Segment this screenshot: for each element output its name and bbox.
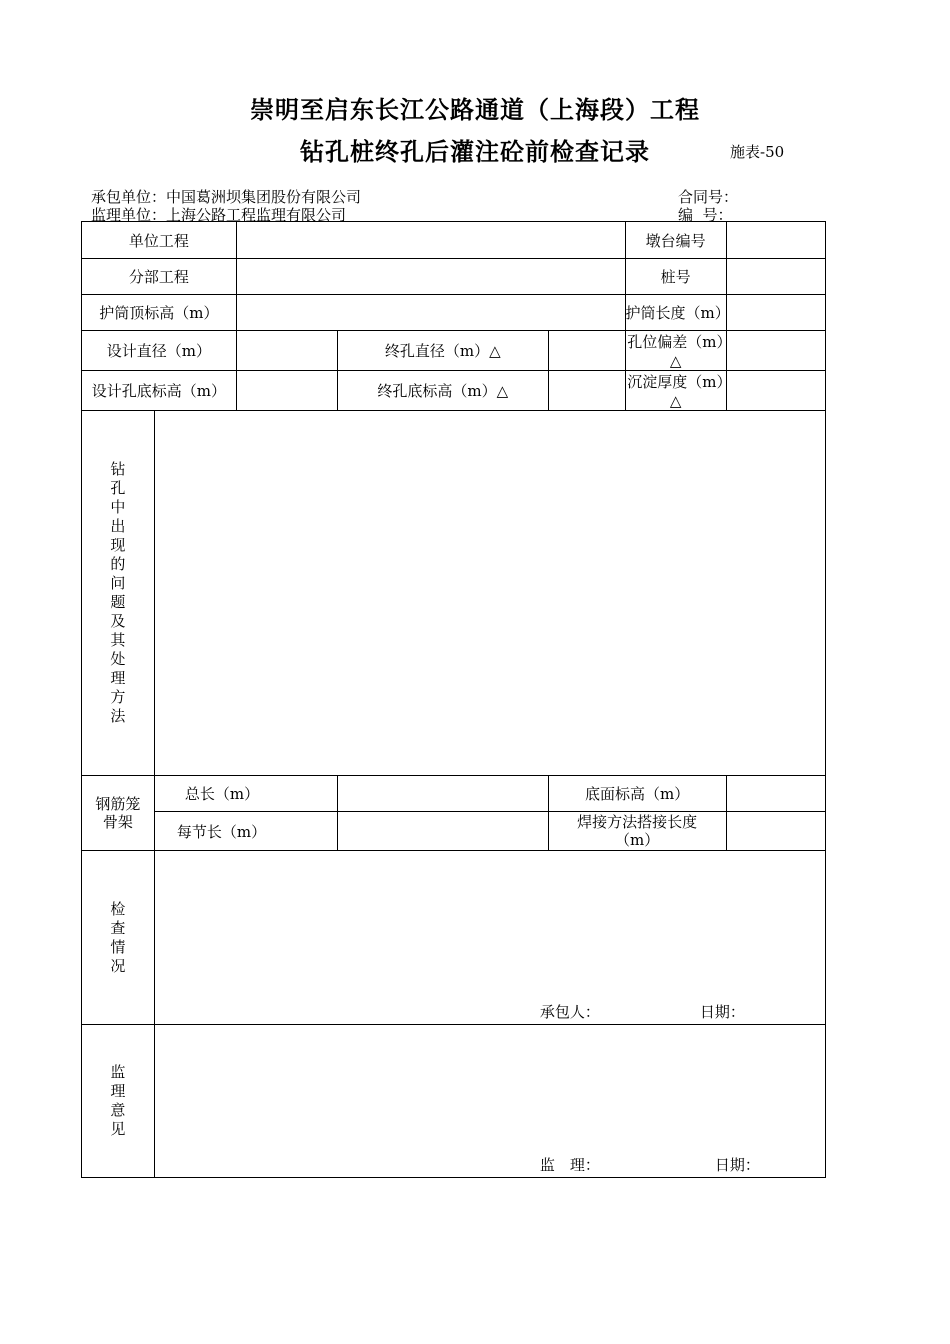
weld-label-line1: 焊接方法搭接长度 — [577, 813, 698, 831]
table-row — [82, 411, 826, 776]
serial-no-label: 编 号： — [678, 206, 733, 224]
segment-length-label: 每节长（m） — [154, 812, 337, 851]
final-diameter-value[interactable] — [548, 331, 625, 371]
inspection-label: 检查情况 — [110, 899, 126, 975]
hole-deviation-label: 孔位偏差（m）△ — [625, 331, 726, 371]
table-row — [82, 331, 826, 371]
sediment-thickness-value[interactable] — [726, 371, 825, 411]
sediment-thickness-label: 沉淀厚度（m）△ — [625, 371, 726, 411]
weld-method-value[interactable] — [726, 812, 825, 851]
final-bottom-elev-value[interactable] — [548, 371, 625, 411]
contract-no-label: 合同号： — [678, 188, 739, 206]
table-row — [82, 222, 826, 259]
problems-label: 钻孔中出现的问题及其处理方法 — [110, 460, 126, 725]
contractor-unit: 承包单位：中国葛洲坝集团股份有限公司 — [91, 188, 362, 206]
supervision-value[interactable] — [154, 1025, 825, 1178]
table-row — [82, 259, 826, 295]
problems-label-cell — [82, 411, 155, 776]
pile-no-label: 桩号 — [625, 259, 726, 295]
table-row — [82, 295, 826, 331]
table-row — [82, 1025, 826, 1178]
design-bottom-elev-value[interactable] — [236, 371, 337, 411]
table-row — [82, 371, 826, 411]
cage-label-line2: 骨架 — [102, 813, 133, 831]
pier-no-label: 墩台编号 — [625, 222, 726, 259]
form-number: 施表-50 — [730, 143, 785, 161]
hole-deviation-value[interactable] — [726, 331, 825, 371]
sub-project-label: 分部工程 — [82, 259, 237, 295]
supervisor-sign-label: 监 理： — [539, 1156, 600, 1174]
inspection-date-label: 日期： — [699, 1003, 745, 1021]
bottom-elev-value[interactable] — [726, 776, 825, 812]
casing-length-value[interactable] — [726, 295, 825, 331]
final-diameter-label: 终孔直径（m）△ — [338, 331, 549, 371]
pile-no-value[interactable] — [726, 259, 825, 295]
cage-label-cell — [82, 776, 155, 851]
design-bottom-elev-label: 设计孔底标高（m） — [82, 371, 237, 411]
design-diameter-label: 设计直径（m） — [82, 331, 237, 371]
table-row — [82, 851, 826, 1025]
total-length-label: 总长（m） — [154, 776, 337, 812]
casing-top-elev-label: 护筒顶标高（m） — [82, 295, 237, 331]
bottom-elev-label: 底面标高（m） — [548, 776, 726, 812]
pier-no-value[interactable] — [726, 222, 825, 259]
sub-project-value[interactable] — [236, 259, 625, 295]
inspection-form-table — [81, 221, 826, 1178]
document-title: 崇明至启东长江公路通道（上海段）工程 — [250, 95, 700, 124]
unit-project-value[interactable] — [236, 222, 625, 259]
segment-length-value[interactable] — [338, 812, 549, 851]
supervision-label-cell — [82, 1025, 155, 1178]
weld-method-label — [548, 812, 726, 851]
unit-project-label: 单位工程 — [82, 222, 237, 259]
supervision-date-label: 日期： — [714, 1156, 760, 1174]
casing-top-elev-value[interactable] — [236, 295, 625, 331]
problems-value[interactable] — [154, 411, 825, 776]
inspection-label-cell — [82, 851, 155, 1025]
supervision-label: 监理意见 — [110, 1063, 126, 1138]
final-bottom-elev-label: 终孔底标高（m）△ — [338, 371, 549, 411]
total-length-value[interactable] — [338, 776, 549, 812]
supervisor-unit: 监理单位：上海公路工程监理有限公司 — [91, 206, 347, 224]
casing-length-label: 护筒长度（m） — [625, 295, 726, 331]
inspection-value[interactable] — [154, 851, 825, 1025]
cage-label-line1: 钢筋笼 — [95, 795, 141, 813]
weld-label-line2: （m） — [615, 831, 660, 849]
table-row — [82, 776, 826, 812]
contractor-sign-label: 承包人： — [539, 1003, 600, 1021]
table-row — [82, 812, 826, 851]
document-subtitle: 钻孔桩终孔后灌注砼前检查记录 — [300, 137, 650, 166]
design-diameter-value[interactable] — [236, 331, 337, 371]
